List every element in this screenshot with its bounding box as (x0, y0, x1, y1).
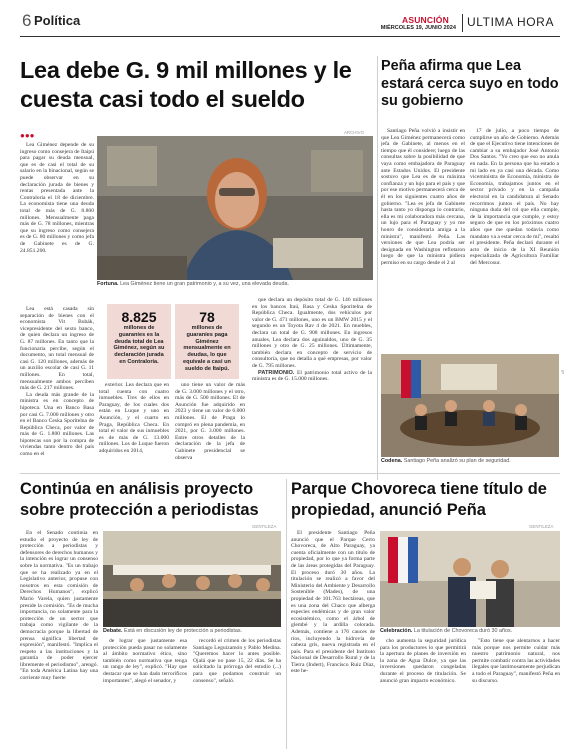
article2-col2 (470, 128, 559, 350)
page-number: 6 (22, 11, 32, 30)
section-divider (20, 473, 560, 474)
article4-col1 (291, 530, 375, 746)
article3-photo-credit: GENTILEZA (252, 524, 277, 529)
article1-caption-text: Lea Giménez tiene un gran patrimonio y, a su vez, una elevada deuda. (120, 281, 289, 287)
article3-col1 (20, 530, 98, 746)
article4-headline: Parque Chovoreca tiene título de propiedad, anunció Peña (291, 480, 547, 519)
article1-photo (97, 136, 373, 280)
article3-col3 (193, 638, 281, 746)
article1-caption (97, 281, 373, 288)
article1-col5 (252, 297, 372, 480)
column-divider (377, 56, 378, 480)
lower-column-divider (286, 479, 287, 749)
senate-meeting-image (103, 531, 281, 627)
article1-col1-text: Lea Giménez depende de su ingreso como consejera de Itaipú para pagar su deuda mensual, que es de casi el total de su salario en la binacional, según se puede observar en su declaración jurada de bienes y rentas presentada ante la Contraloría el 18 de diciembre. La economista tiene una deuda total de más de G. 8.800 millones. Mensualmente paga más de G. 78 millones, mientras que su ingreso como consejera es de G. 80 millones y como jefa de Gabinete es de G. 24.851.200. (20, 142, 94, 254)
header-rule (20, 36, 560, 37)
section-label: Política (34, 13, 81, 28)
brand-logo: ASUNCIÓN (402, 15, 449, 25)
article1-col4 (175, 382, 245, 480)
article1-col1 (20, 142, 94, 304)
page-header (0, 0, 580, 40)
article4-caption (380, 628, 560, 635)
article1-col5b-text: El patrimonio total activo de la ministra es de G. 15.000 millones. (252, 369, 372, 383)
article1-col5a-text: que declara un depósito total de G. 146 millones en los bancos Itaú, Basa y Ceska Sporitelna de República Checa. Igualmente, dos vehículos por valor de G. 471 millones, uno es un BMW 2015 y el segundo es un Toyota Rav 4 de 2021. En muebles, declara un total de G. 908 millones. En ingresos anuales, Lea declara dos aguinaldos, uno de G. 35 millones y otro de G. 25 millones. Últimamente, también declara en concepto de servicio de consultoría, que no detalla a qué empresas, por valor de G. 795 millones. (252, 297, 372, 369)
article2-headline: Peña afirma que Lea estará cerca suyo en todo su gobierno (381, 58, 559, 109)
article4-col3 (472, 638, 560, 746)
article3-photo (103, 531, 281, 627)
ceremony-image (380, 531, 560, 627)
article2-photo (381, 354, 559, 457)
stat-box-monthly-payment-desc: millones de guaraníes paga Giménez mensualmente en deudas, lo que equivale a casi un sueldo de Itaipú. (183, 325, 231, 372)
article2-caption-label: Codena. (381, 458, 403, 464)
article1-headline: Lea debe G. 9 mil millones y le cuesta casi todo el sueldo (20, 57, 352, 112)
article1-col2 (20, 306, 94, 482)
article4-photo-credit: GENTILEZA (529, 524, 554, 529)
article1-col2a-text: Lea está casada sin separación de bienes con el economista Vit Bubák, vicepresidente del sexto banco, de quien declara un ingreso de G. 87 millones. En tanto que la funcionaria percibe, según el documento, un total mensual de casi G. 120 millones, además de un auxilio escolar de casi G. 11 millones. En total, mensualmente ambos perciben más de G. 217 millones. (20, 306, 94, 392)
stat-box-debt-total-desc: millones de guaraníes es la deuda total de Lea Giménez, según su declaración jurada en Contraloría. (113, 325, 165, 365)
article3-col3-text: recordó el crimen de los periodistas Santiago Leguizamón y Pablo Medina. "Queremos hacer lo antes posible. Ojalá que no pase 15, 22 días. Se ha solicitado la prórroga del estudio (...) para que podamos construir un consenso", señaló. (193, 638, 281, 684)
article3-col2-text: de lograr que justamente esa protección pueda pasar no solamente al ámbito normativo ético, sino también como normativa que tenga un rango de ley", explicó. "Hay que destacar que se han dado terroríficos importantes", alegó el senador, y (103, 638, 187, 684)
header-divider (462, 14, 463, 32)
header-date: MIÉRCOLES 19, JUNIO 2024 (380, 25, 456, 31)
article2-col1 (381, 128, 465, 350)
article1-col5b-label: PATRIMONIO. (258, 369, 295, 376)
article3-caption-label: Debate. (103, 628, 123, 634)
article4-col2 (380, 638, 466, 746)
article2-photo-credit: IP (560, 370, 565, 375)
article1-caption-label: Fortuna. (97, 281, 119, 287)
meeting-room-image (381, 354, 559, 457)
article1-dots: ●●● (20, 131, 35, 140)
article1-col4-text: uno tiene un valor de más de G. 3.000 millones y el otro, más de G. 500 millones. El de Asunción fue adquirido en 2023 y tiene un valor de 6.000 millones. El de Praga lo compró en plena pandemia, en 2021, por G. 3.000 millones. Entre otros detalles de la declaración de la jefa de Gabinete presidencial se observa (175, 382, 245, 461)
article2-col2-text: 17 de julio, a poco tiempo de cumplirse un año de Gobierno. Además de que el Ejecutivo tiene intenciones de cambiar a su embajador José Antonio Dos Santos. "Yo creo que eso no anula en nada. En la persona que ha estado a mi lado en ya casi una década. Como viceministra de Economía, ministra de Economía, trabajamos juntos en el sector privado y en la campaña electoral en la candidatura al Senado recorrimos juntos el país. No hay ninguna duda del rol que ella cumple, de la importancia que cumple, y estoy seguro de que en los próximos cuatro años que me quedan todavía como mandato va a estar cerca de mí", resaltó el presidente. Peña declaró durante el acto de inicio de la XI Reunión especializada de Agricultura Familiar del Mercosur. (470, 128, 559, 266)
article1-col3 (99, 382, 169, 480)
article3-headline: Continúa en análisis proyecto sobre protección a periodistas (20, 480, 259, 519)
article3-caption-text: Está en discusión ley de protección a periodistas. (123, 628, 243, 634)
right-section-label: ULTIMA HORA (467, 15, 555, 29)
article3-col2 (103, 638, 187, 746)
article4-col1-text: El presidente Santiago Peña anunció que el Parque Cerro Chovoreca, de Alto Paraguay, ya cuenta oficialmente con un título de propiedad, por lo que ya forma parte de las áreas protegidas del Paraguay. El proceso duró 30 años. La titulación se realizó a favor del Ministerio del Ambiente y Desarrollo Sostenible (Mades), de una propiedad de 101.763 hectáreas, que es una zona del Chaco que alberga especies endémicas y de gran valor ecosistémico, como el árbol de glembé y la ardilla colorada. Además, contiene a 176 cauces de ríos, incluyendo la hidrovía de cabeza gris, nueva registrada en el país. Para el presidente del Instituto Nacional de Desarrollo Rural y de la Tierra (Indert), Francisco Ruiz Díaz, este he- (291, 530, 375, 675)
article4-photo (380, 531, 560, 627)
article2-col1-text: Santiago Peña volvió a insistir en que Lea Giménez permanecerá como jefa de Gabinete, al menos en el tiempo que él considere; luego de las consultas sobre la posibilidad de que vaya como embajadora de Paraguay ante Estados Unidos. El presidente sostuvo que Lea es de su máxima confianza y un lujo para el país y que por ese motivo permanecerá cerca de él en los siguientes cuatro años de gobierno. "Lea es jefa de Gabinete hasta tanto yo disponga lo contrario, ella es mi colaboradora más cercana, un lujo para el Paraguay y yo me honro de considerarla amiga a la ministra", manifestó Peña. Las versiones de que Lea podría ser designada en Washington reflotaron luego de que la ministra pidiera permiso en su cargo desde el 2 al (381, 128, 465, 266)
article3-col1-text: En el Senado continúa en estudio el proyecto de ley de protección a periodistas y defensores de derechos humanos y la intención es lograr un consenso sobre la normativa. "Es un trabajo que se ha realizado ya en el Legislativo anterior, propuse con nosotros en esta comisión de Derechos Humanos", explicó Mario Varela, quien justamente preside la comisión. "Es de mucha importancia, no solamente para la protección de un sector que trabaja como vigilante de la democracia porque la libertad de prensa significa libertad de expresión", manifestó. "Implica el respeto a las instituciones y la garantía de poder ejercer libremente el periodismo", arengó. "En toda América Latina hay una corriente muy fuerte (20, 530, 98, 682)
woman-portrait-image (97, 136, 373, 280)
article4-col2-text: cho aumenta la seguridad jurídica para los productores lo que permitirá la apertura de planes de inversión en la zona de Agua Dulce, ya que las inversiones quedaron congeladas durante el proceso de titulación. Se anunció gran impacto económico. (380, 638, 466, 684)
stat-box-debt-total-number: 8.825 (121, 309, 157, 325)
article4-caption-text: La titulación de Chovoreca duró 30 años. (413, 628, 513, 634)
article1-col3-text: exterior. Lea declara que en total cuenta con cuatro inmuebles. Tres de ellos en Paraguay, de los cuales dos están en Luque y uno en Asunción, y el cuarto en Praga, República Checa. En total el valor de sus inmuebles es de más de G. 13.000 millones. Los de Luque fueron adquiridos en 2014, (99, 382, 169, 454)
article3-caption (103, 628, 281, 635)
article1-col2b-text: La deuda más grande de la ministra es en concepto de hipoteca. Una en Banco Basa por casi G. 7.000 millones y otro en el Banco Ceska Sporitelna de República Checa, por valor de más de G. 1.800 millones. Las hipotecas son por la compra de viviendas tanto dentro del país como en el (20, 391, 94, 458)
article4-caption-label: Celebración. (380, 628, 413, 634)
article1-photo-credit: ARCHIVO (344, 130, 365, 135)
article2-caption-text: Santiago Peña analizó su plan de seguridad. (403, 458, 511, 464)
article4-col3-text: "Esto tiene que alentarnos a hacer más porque nos permite cuidar más nuestro patrimonio natural, nos permite combatir contra las actividades ilegales que lastimosamente perjudican a todo el Paraguay", manifestó Peña en su discurso. (472, 638, 560, 684)
stat-box-monthly-payment (175, 304, 239, 379)
article2-caption (381, 458, 559, 465)
stat-box-monthly-payment-number: 78 (199, 309, 215, 325)
stat-box-debt-total (107, 304, 171, 379)
